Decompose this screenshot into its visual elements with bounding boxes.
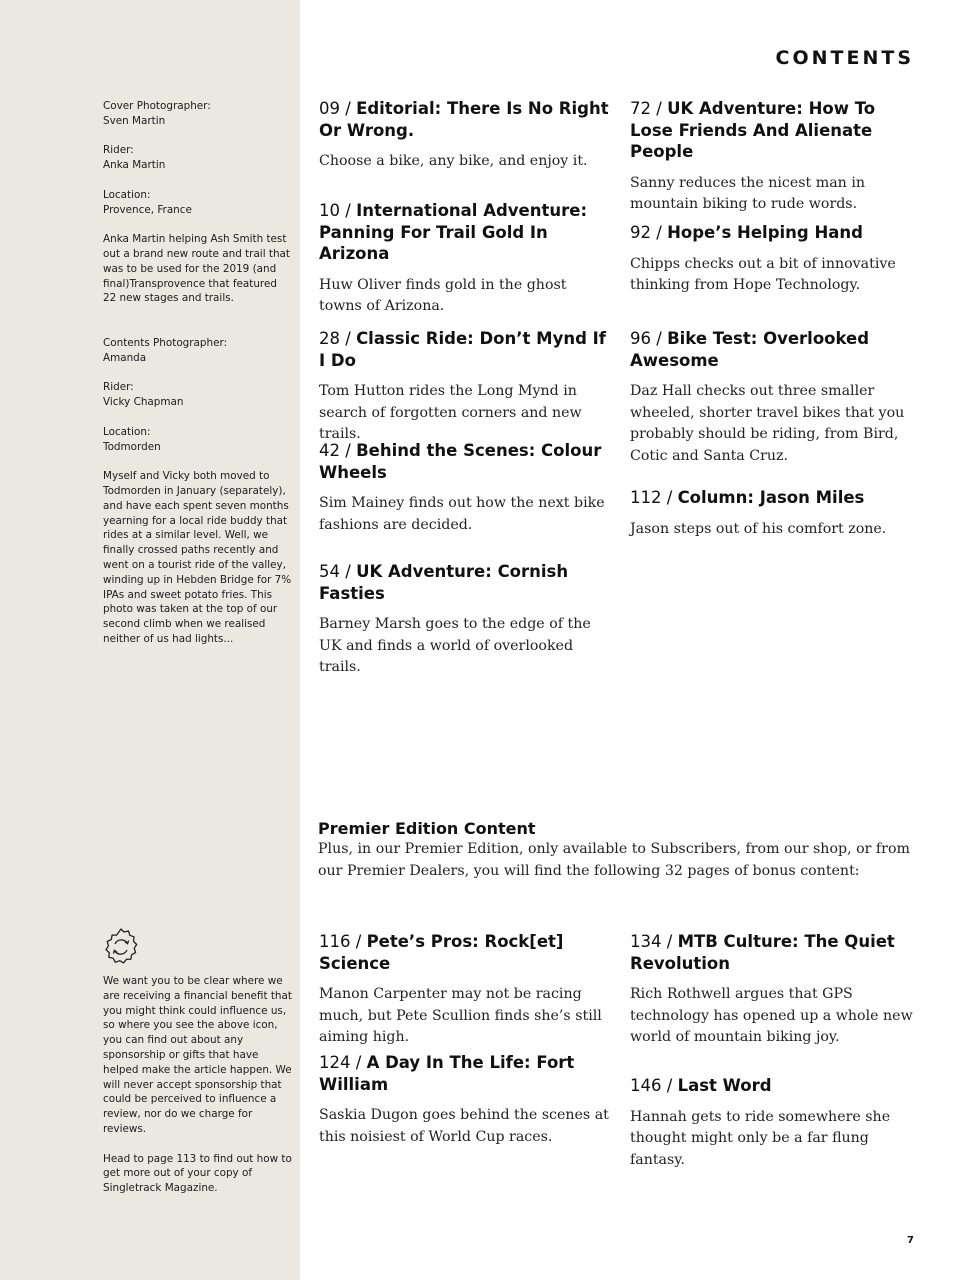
page-ref: 54 / [319,562,351,581]
contents-entry-54[interactable] [319,561,609,679]
article-description: Chipps checks out a bit of innovative thinking from Hope Technology. [630,255,896,293]
page-ref: 10 / [319,201,351,220]
contents-photo-caption: Myself and Vicky both moved to Todmorden in January (separately), and have each spent seven months yearning for a local ride buddy that rides at a similar level. Well, we finally crossed paths recently and went on a tourist ride of the valley, winding up in Hebden Bridge for 7% IPAs and sweet potato fries. This photo was taken at the top of our second climb when we realised neither of us had lights... [103,470,292,645]
contents-entry-124[interactable] [319,1052,609,1148]
contents-entry-10[interactable] [319,200,609,318]
article-title: Classic Ride: Don’t Mynd If I Do [319,329,606,370]
article-title: Hope’s Helping Hand [667,223,863,242]
entry-heading [630,328,920,371]
cover-rider-label: Rider: [103,144,134,157]
article-description: Barney Marsh goes to the edge of the UK and finds a world of overlooked trails. [319,616,591,675]
article-description: Tom Hutton rides the Long Mynd in search of forgotten corners and new trails. [319,383,582,442]
entry-heading [630,487,920,509]
contents-photographer-label: Contents Photographer: [103,337,228,349]
page-ref: 146 / [630,1076,673,1095]
article-description: Hannah gets to ride somewhere she thought might only be a far flung fantasy. [630,1108,891,1168]
page-ref: 124 / [319,1053,362,1072]
article-description: Choose a bike, any bike, and enjoy it. [319,153,588,169]
article-title: International Adventure: Panning For Trail Gold In Arizona [319,201,588,263]
article-title: Behind the Scenes: Colour Wheels [319,441,602,482]
entry-heading [319,328,609,371]
entry-heading [630,1075,920,1097]
article-title: Pete’s Pros: Rock[et] Science [319,932,564,973]
contents-entry-146[interactable] [630,1075,920,1171]
article-title: Column: Jason Miles [677,488,865,507]
cover-caption: Anka Martin helping Ash Smith test out a brand new route and trail that was to be used for the 2019 (and final)Transprovence that featured 22 new stages and trails. [103,233,290,305]
disclosure-note: Head to page 113 to find out how to get more out of your copy of Singletrack Magazine. [103,1152,292,1195]
article-title: UK Adventure: Cornish Fasties [319,562,569,603]
article-description: Sanny reduces the nicest man in mountain biking to rude words. [630,174,865,212]
page-ref: 28 / [319,329,351,348]
contents-rider: Vicky Chapman [103,396,184,409]
page-ref: 42 / [319,441,351,460]
page-title: CONTENTS [775,47,914,69]
entry-heading [319,561,609,604]
article-description: Daz Hall checks out three smaller wheeled, shorter travel bikes that you probably should be riding, from Bird, Cotic and Santa Cruz. [630,383,905,464]
entry-heading [319,1052,609,1095]
article-title: MTB Culture: The Quiet Revolution [630,932,895,973]
entry-heading [319,98,609,141]
cover-photographer-label: Cover Photographer: [103,100,211,112]
contents-entry-134[interactable] [630,931,920,1049]
article-title: A Day In The Life: Fort William [319,1053,575,1094]
premier-edition-section [318,818,918,882]
article-description: Manon Carpenter may not be racing much, but Pete Scullion finds she’s still aiming high. [319,986,602,1045]
entry-heading [319,440,609,483]
contents-entry-112[interactable] [630,487,920,540]
entry-heading [630,222,920,244]
disclosure-block [103,974,293,1196]
contents-entry-42[interactable] [319,440,609,536]
article-title: UK Adventure: How To Lose Friends And Alienate People [630,99,876,161]
cover-photographer: Sven Martin [103,114,166,127]
article-title: Editorial: There Is No Right Or Wrong. [319,99,609,140]
premier-text: Plus, in our Premier Edition, only available to Subscribers, from our shop, or from our Premier Dealers, you will find the following 32 pages of bonus content: [318,841,910,879]
cover-rider: Anka Martin [103,159,166,172]
page-ref: 92 / [630,223,662,242]
contents-photographer: Amanda [103,351,147,364]
contents-location-label: Location: [103,425,151,438]
cover-credits [103,99,293,306]
contents-location: Todmorden [103,440,161,453]
article-description: Saskia Dugon goes behind the scenes at this noisiest of World Cup races. [319,1107,609,1145]
page-ref: 09 / [319,99,351,118]
article-title: Bike Test: Overlooked Awesome [630,329,870,370]
contents-entry-116[interactable] [319,931,609,1049]
sponsorship-disclosure-icon [101,927,141,967]
contents-entry-09[interactable] [319,98,609,173]
article-description: Rich Rothwell argues that GPS technology has opened up a whole new world of mountain biking joy. [630,986,913,1045]
entry-heading [630,98,920,163]
page-ref: 112 / [630,488,673,507]
page-ref: 72 / [630,99,662,118]
page-ref: 116 / [319,932,362,951]
premier-heading: Premier Edition Content [318,819,536,838]
contents-entry-28[interactable] [319,328,609,446]
article-description: Jason steps out of his comfort zone. [630,520,887,537]
page-number: 7 [907,1235,914,1246]
page-ref: 134 / [630,932,673,951]
entry-heading [630,931,920,974]
disclosure-text: We want you to be clear where we are receiving a financial benefit that you might think could influence us, so where you see the above icon, you can find out about any sponsorship or gifts that have helped make the article happen. We will never accept sponsorship that could be perceived to influence a review, nor do we charge for reviews. [103,975,292,1135]
contents-photo-credits [103,336,293,647]
contents-rider-label: Rider: [103,381,134,394]
contents-entry-72[interactable] [630,98,920,216]
article-description: Huw Oliver finds gold in the ghost towns of Arizona. [319,276,567,314]
entry-heading [319,200,609,265]
cover-location-label: Location: [103,188,151,201]
article-description: Sim Mainey finds out how the next bike fashions are decided. [319,495,605,533]
entry-heading [319,931,609,974]
article-title: Last Word [677,1076,772,1095]
contents-entry-96[interactable] [630,328,920,467]
cover-location: Provence, France [103,203,192,216]
page-ref: 96 / [630,329,662,348]
contents-entry-92[interactable] [630,222,920,297]
